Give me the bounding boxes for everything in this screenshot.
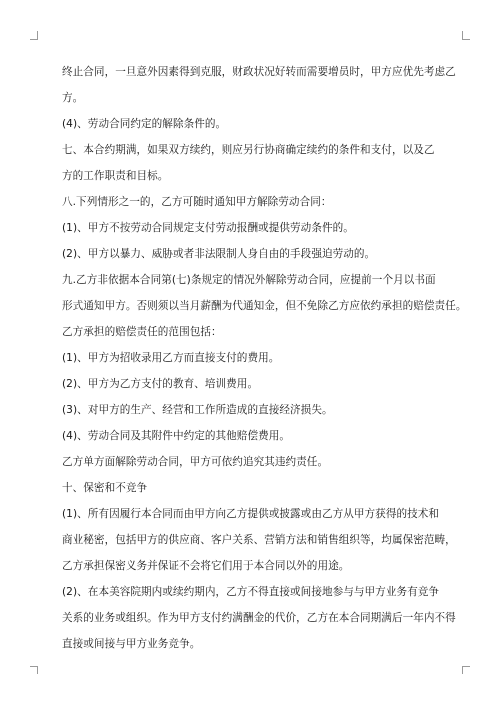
text-line: 直接或间接与甲方业务竞争。: [62, 638, 201, 650]
text-line: 九.乙方非依据本合同第(七)条规定的情况外解除劳动合同，应提前一个月以书面: [62, 274, 436, 286]
text-line: 七、本合约期满，如果双方续约，则应另行协商确定续约的条件和支付，以及乙: [62, 144, 435, 156]
text-line: (1)、甲方为招收录用乙方而直接支付的费用。: [62, 352, 280, 364]
text-line: 形式通知甲方。否则须以当月薪酬为代通知金，但不免除乙方应依约承担的赔偿责任。: [62, 300, 467, 312]
text-line: (2)、在本美容院期内或续约期内，乙方不得直接或间接地参与与甲方业务有竞争: [62, 586, 440, 598]
text-line: 乙方承担的赔偿责任的范围包括：: [62, 326, 222, 338]
text-line: 商业秘密，包括甲方的供应商、客户关系、营销方法和销售组织等，均属保密范畴，: [62, 534, 456, 546]
text-line: (1)、所有因履行本合同而由甲方向乙方提供或披露或由乙方从甲方获得的技术和: [62, 508, 440, 520]
text-line: (4)、劳动合同及其附件中约定的其他赔偿费用。: [62, 430, 291, 442]
crop-mark-top-right-h: [462, 39, 470, 40]
crop-mark-bottom-left-v: [37, 666, 38, 674]
crop-mark-top-left-v: [37, 31, 38, 39]
text-line: (3)、对甲方的生产、经营和工作所造成的直接经济损失。: [62, 404, 333, 416]
text-line: 方。: [62, 92, 84, 104]
text-line: 终止合同，一旦意外因素得到克服，财政状况好转而需要增员时，甲方应优先考虑乙: [62, 66, 456, 78]
text-line: (4)、劳动合同约定的解除条件的。: [62, 118, 227, 130]
text-line: (2)、甲方为乙方支付的教育、培训费用。: [62, 378, 259, 390]
text-line: (2)、甲方以暴力、威胁或者非法限制人身自由的手段强迫劳动的。: [62, 248, 376, 260]
contract-body: [62, 64, 467, 652]
crop-mark-bottom-right-h: [462, 666, 470, 667]
text-line: 八.下列情形之一的，乙方可随时通知甲方解除劳动合同：: [62, 196, 332, 208]
text-line: 方的工作职责和目标。: [62, 170, 169, 182]
crop-mark-top-right-v: [462, 31, 463, 39]
crop-mark-top-left-h: [30, 39, 38, 40]
text-line: 乙方单方面解除劳动合同，甲方可依约追究其违约责任。: [62, 456, 329, 468]
text-line: 乙方承担保密义务并保证不会将它们用于本合同以外的用途。: [62, 560, 350, 572]
text-line: (1)、甲方不按劳动合同规定支付劳动报酬或提供劳动条件的。: [62, 222, 354, 234]
text-line: 关系的业务或组织。作为甲方支付约满酬金的代价，乙方在本合同期满后一年内不得: [62, 612, 456, 624]
crop-mark-bottom-right-v: [462, 666, 463, 674]
text-line: 十、保密和不竞争: [62, 482, 148, 494]
